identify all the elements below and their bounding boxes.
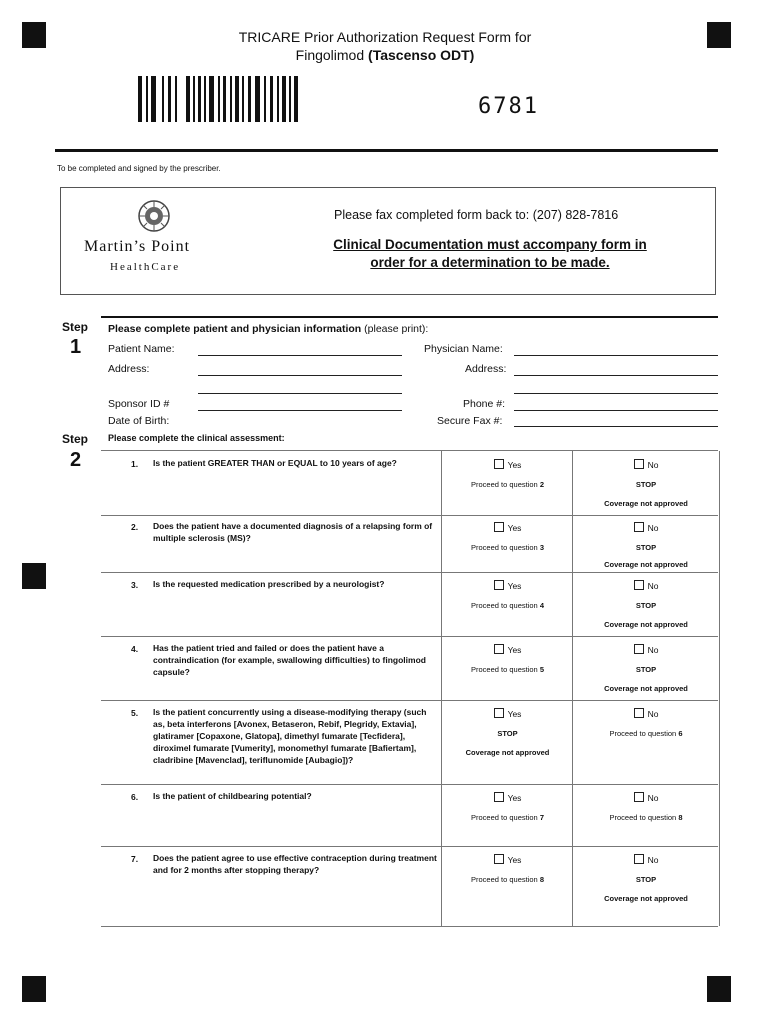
title-line-2: Fingolimod (Tascenso ODT) [295, 47, 475, 63]
question-row: 6. Is the patient of childbearing potential? Yes Proceed to question 7 No Proceed to question 8 [101, 784, 718, 847]
step2-number: 2 [70, 449, 82, 471]
sponsor-id-field[interactable] [198, 410, 402, 411]
registration-mark-bottom-right [707, 976, 731, 1002]
step2-heading: Please complete the clinical assessment: [108, 433, 285, 443]
secure-fax-field[interactable] [514, 426, 718, 427]
yes-checkbox[interactable] [494, 522, 504, 532]
form-title [0, 28, 770, 64]
registration-mark-middle-left [22, 563, 46, 589]
patient-name-label: Patient Name: [108, 343, 175, 355]
sponsor-id-label: Sponsor ID # [108, 398, 170, 410]
secure-fax-label: Secure Fax #: [437, 415, 503, 427]
no-checkbox[interactable] [634, 792, 644, 802]
physician-address-field-2[interactable] [514, 393, 718, 394]
yes-checkbox[interactable] [494, 644, 504, 654]
physician-address-label: Address: [465, 363, 507, 375]
question-row: 1. Is the patient GREATER THAN or EQUAL to 10 years of age? Yes Proceed to question 2 No STOP Coverage not approved [101, 450, 718, 516]
question-row: 2. Does the patient have a documented diagnosis of a relapsing form of multiple sclerosis (MS)? Yes Proceed to question 3 No STOP Coverage not approved [101, 514, 718, 573]
martins-point-logo-icon [136, 198, 172, 234]
step1-label: Step [62, 320, 89, 334]
barcode [138, 76, 298, 122]
yes-checkbox[interactable] [494, 792, 504, 802]
step2-label: Step [62, 432, 89, 446]
logo-subtitle: HealthCare [110, 261, 181, 273]
question-row: 7. Does the patient agree to use effective contraception during treatment and for 2 months after stopping therapy? Yes Proceed to question 8 No STOP Coverage not approved [101, 846, 718, 927]
no-checkbox[interactable] [634, 708, 644, 718]
fax-notice: Please fax completed form back to: (207) 828-7816 [334, 208, 619, 222]
patient-address-field-2[interactable] [198, 393, 402, 394]
clinical-documentation-notice: Clinical Documentation must accompany form in order for a determination to be made. [333, 237, 647, 270]
patient-address-label: Address: [108, 363, 150, 375]
no-checkbox[interactable] [634, 522, 644, 532]
prescriber-instruction: To be completed and signed by the prescriber. [57, 164, 221, 173]
question-row: 3. Is the requested medication prescribed by a neurologist? Yes Proceed to question 4 No STOP Coverage not approved [101, 572, 718, 637]
logo-name: Martin’s Point [84, 238, 191, 255]
form-number: 6781 [478, 94, 539, 119]
question-row: 5. Is the patient concurrently using a disease-modifying therapy (such as, beta interferons [Avonex, Betaseron, Rebif, Plegridy, Extavia], glatiramer [Copaxone, Glatopa], dimethyl fumarate [Tecfidera], diroximel fumarate [Vumerity], monomethyl fumarate [Bafiertam], cladribine [Mavenclad], teriflunomide [Aubagio])? Yes STOP Coverage not approved No Proceed to question 6 [101, 700, 718, 785]
physician-name-label: Physician Name: [424, 343, 503, 355]
no-checkbox[interactable] [634, 580, 644, 590]
yes-checkbox[interactable] [494, 854, 504, 864]
registration-mark-bottom-left [22, 976, 46, 1002]
patient-address-field-1[interactable] [198, 375, 402, 376]
header-divider [55, 149, 718, 152]
step1-heading: Please complete patient and physician information (please print): [108, 323, 429, 335]
question-row: 4. Has the patient tried and failed or does the patient have a contraindication (for example, swallowing difficulties) to fingolimod capsule? Yes Proceed to question 5 No STOP Coverage not approved [101, 636, 718, 701]
step1-number: 1 [70, 336, 82, 358]
physician-name-field[interactable] [514, 355, 718, 356]
yes-checkbox[interactable] [494, 708, 504, 718]
physician-address-field-1[interactable] [514, 375, 718, 376]
no-checkbox[interactable] [634, 854, 644, 864]
step1-divider [101, 316, 718, 318]
phone-label: Phone #: [463, 398, 506, 410]
no-checkbox[interactable] [634, 459, 644, 469]
yes-checkbox[interactable] [494, 459, 504, 469]
title-line-1: TRICARE Prior Authorization Request Form for [238, 29, 532, 45]
no-checkbox[interactable] [634, 644, 644, 654]
dob-label: Date of Birth: [108, 415, 170, 427]
phone-field[interactable] [514, 410, 718, 411]
patient-name-field[interactable] [198, 355, 402, 356]
yes-checkbox[interactable] [494, 580, 504, 590]
